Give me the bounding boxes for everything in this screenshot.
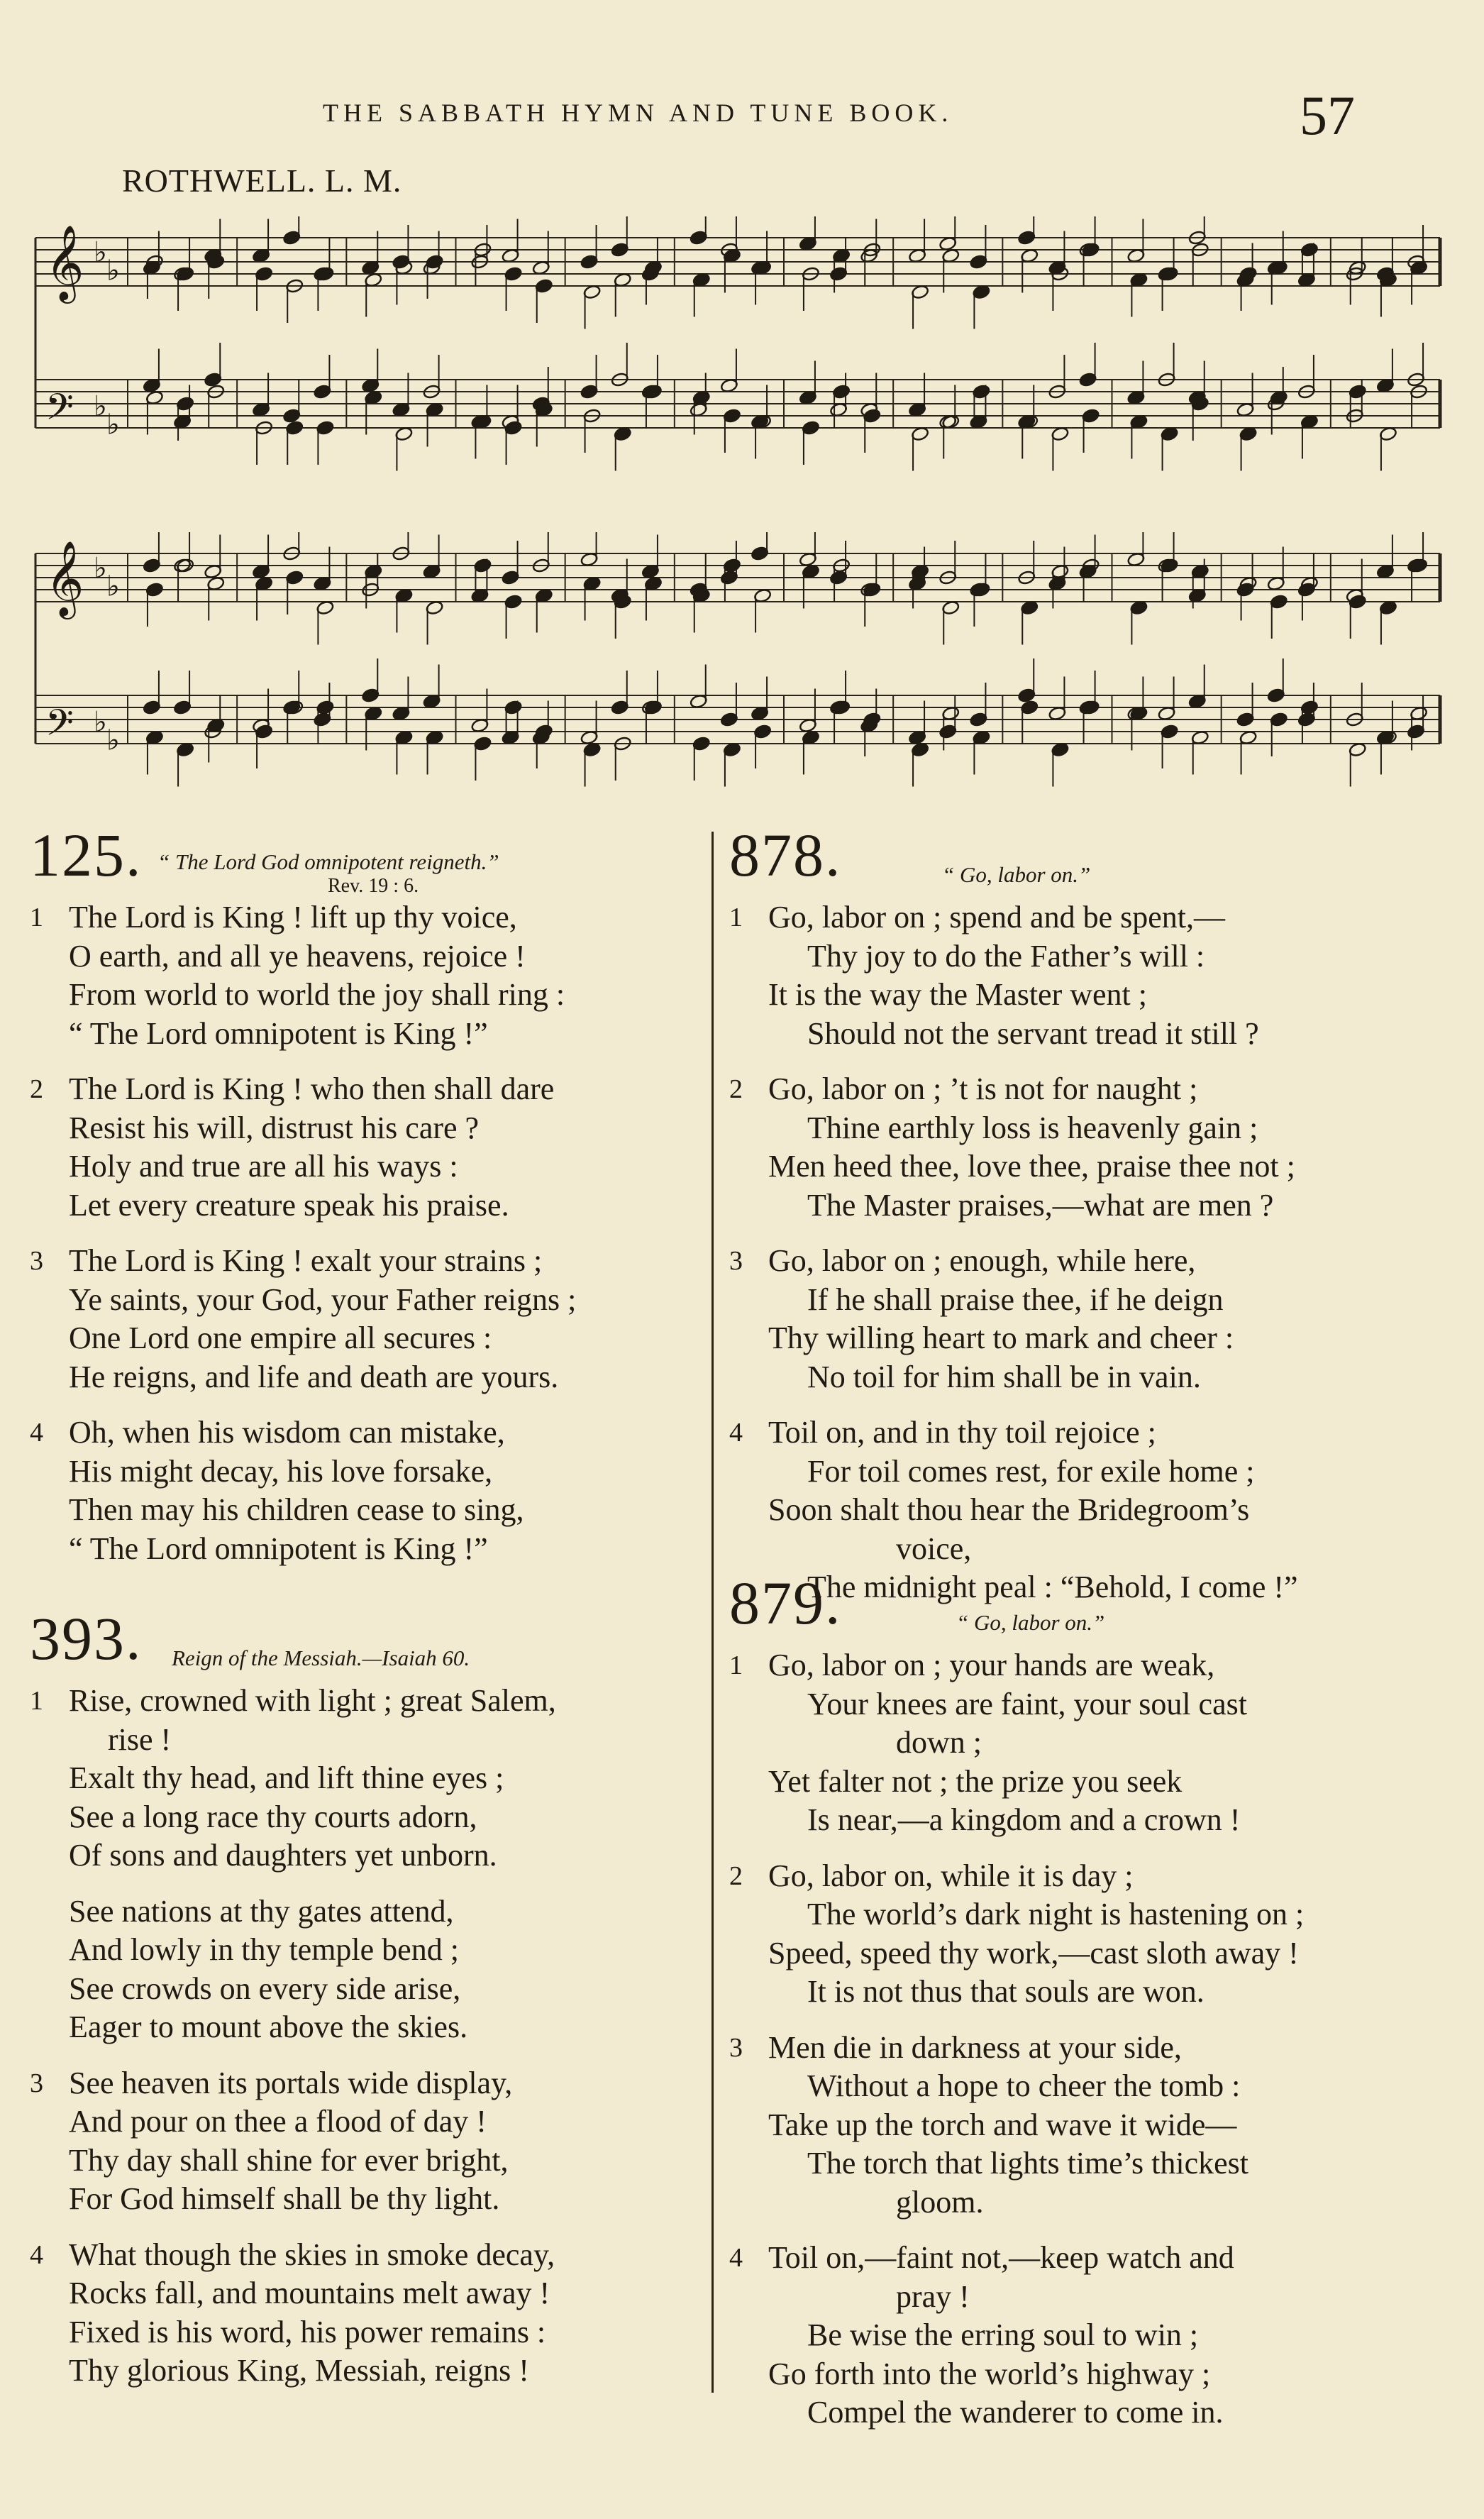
stanza-number: 4 xyxy=(729,1418,743,1448)
music-staves-1 xyxy=(28,216,1461,500)
stanza-number: 1 xyxy=(729,903,743,932)
stanza-number: 2 xyxy=(729,1861,743,1891)
verse-line: Go forth into the world’s highway ; xyxy=(768,2356,1211,2391)
verse-line: Go, labor on, while it is day ; xyxy=(768,1858,1134,1893)
flat-icon: ♭ xyxy=(94,390,107,423)
verse-line: See heaven its portals wide display, xyxy=(69,2065,513,2100)
verse-line: For God himself shall be thy light. xyxy=(69,2181,500,2216)
verse-line: pray ! xyxy=(896,2278,970,2314)
verse-line: For toil comes rest, for exile home ; xyxy=(807,1453,1255,1489)
flat-icon: ♭ xyxy=(94,552,107,585)
running-title: THE SABBATH HYMN AND TUNE BOOK. xyxy=(323,99,953,127)
bass-clef-icon: 𝄢 xyxy=(45,701,74,753)
verse-line: Go, labor on ; ’t is not for naught ; xyxy=(768,1071,1198,1106)
music-system-2 xyxy=(28,532,1461,816)
verse-line: Let every creature speak his praise. xyxy=(69,1187,509,1223)
verse-line: Men die in darkness at your side, xyxy=(768,2029,1182,2065)
verse-line: No toil for him shall be in vain. xyxy=(807,1359,1201,1394)
flat-icon: ♭ xyxy=(106,254,120,287)
stanza-number: 1 xyxy=(30,903,43,932)
hymn-878 xyxy=(729,821,1460,1637)
verse-line: Ye saints, your God, your Father reigns ; xyxy=(69,1281,577,1317)
stanza-number: 4 xyxy=(30,2239,43,2270)
stanza-number: 1 xyxy=(729,1650,743,1680)
hymn-number: 878. xyxy=(729,821,842,889)
verse-line: Without a hope to cheer the tomb : xyxy=(807,2068,1241,2103)
verse-line: The torch that lights time’s thickest xyxy=(807,2146,1248,2181)
flat-icon: ♭ xyxy=(106,724,120,757)
page-number: 57 xyxy=(1300,84,1355,146)
verse-line: “ The Lord omnipotent is King !” xyxy=(69,1015,488,1051)
verse-line: Rocks fall, and mountains melt away ! xyxy=(69,2276,550,2310)
page-header xyxy=(0,84,1484,148)
hymn-title: “ The Lord God omnipotent reigneth.” xyxy=(157,849,499,874)
hymn-reference: Rev. 19 : 6. xyxy=(328,875,419,897)
verse-line: The Master praises,—what are men ? xyxy=(807,1187,1274,1223)
verse-line: See crowds on every side arise, xyxy=(69,1970,461,2006)
hymn-393 xyxy=(30,1604,704,2408)
hymn-stanzas xyxy=(729,1646,1460,2432)
verse-line: What though the skies in smoke decay, xyxy=(69,2237,555,2272)
verse-line: Be wise the erring soul to win ; xyxy=(807,2317,1199,2352)
verse-line: Should not the servant tread it still ? xyxy=(807,1015,1259,1051)
hymn-stanzas xyxy=(30,1682,704,2391)
hymn-879 xyxy=(729,1569,1460,2449)
hymn-stanzas xyxy=(729,898,1460,1607)
flat-icon: ♭ xyxy=(94,706,107,739)
verse-line: See a long race thy courts adorn, xyxy=(69,1799,477,1834)
stanza-number: 3 xyxy=(729,1246,743,1276)
verse-line: The Lord is King ! lift up thy voice, xyxy=(69,900,517,935)
hymn-title: “ Go, labor on.” xyxy=(942,862,1091,887)
verse-line: O earth, and all ye heavens, rejoice ! xyxy=(69,938,526,974)
stanza xyxy=(30,898,704,1053)
verse-line: It is not thus that souls are won. xyxy=(807,1974,1205,2009)
verse-line: Thy day shall shine for ever bright, xyxy=(69,2142,509,2178)
verse-line: Exalt thy head, and lift thine eyes ; xyxy=(69,1760,504,1795)
verse-line: Your knees are faint, your soul cast xyxy=(807,1686,1247,1721)
stanza xyxy=(729,2029,1460,2222)
hymn-number: 125. xyxy=(30,821,143,889)
verse-line: Thine earthly loss is heavenly gain ; xyxy=(807,1110,1258,1145)
hymn-heading xyxy=(729,1569,1460,1646)
hymn-stanzas xyxy=(30,898,704,1568)
verse-line: Rise, crowned with light ; great Salem, xyxy=(69,1683,556,1718)
verse-line: “ The Lord omnipotent is King !” xyxy=(69,1531,488,1566)
stanza xyxy=(729,1857,1460,2012)
stanza xyxy=(729,898,1460,1053)
verse-line: And pour on thee a flood of day ! xyxy=(69,2104,487,2139)
hymn-heading xyxy=(30,821,704,898)
verse-line: Resist his will, distrust his care ? xyxy=(69,1110,480,1145)
hymn-title: Reign of the Messiah.—Isaiah 60. xyxy=(172,1646,470,1670)
verse-line: Oh, when his wisdom can mistake, xyxy=(69,1415,505,1450)
verse-line: Go, labor on ; spend and be spent,— xyxy=(768,900,1225,935)
verse-line: His might decay, his love forsake, xyxy=(69,1453,493,1489)
verse-line: The midnight peal : “Behold, I come !” xyxy=(807,1570,1298,1604)
verse-line: And lowly in thy temple bend ; xyxy=(69,1932,459,1967)
flat-icon: ♭ xyxy=(106,408,120,441)
verse-line: Fixed is his word, his power remains : xyxy=(69,2314,546,2349)
hymn-125 xyxy=(30,821,704,1585)
column-divider xyxy=(711,832,714,2393)
verse-line: Then may his children cease to sing, xyxy=(69,1492,524,1527)
stanza xyxy=(729,1646,1460,1840)
verse-line: Holy and true are all his ways : xyxy=(69,1149,458,1184)
verse-line: Thy joy to do the Father’s will : xyxy=(807,938,1205,974)
stanza xyxy=(30,1413,704,1568)
verse-line: voice, xyxy=(896,1531,972,1566)
verse-line: He reigns, and life and death are yours. xyxy=(69,1359,559,1394)
stanza xyxy=(30,1070,704,1225)
hymn-number: 393. xyxy=(30,1604,143,1672)
verse-line: Toil on, and in thy toil rejoice ; xyxy=(768,1415,1156,1450)
verse-line: Thy glorious King, Messiah, reigns ! xyxy=(69,2353,529,2388)
stanza-number: 1 xyxy=(30,1686,43,1716)
verse-line: down ; xyxy=(896,1725,982,1760)
verse-line: One Lord one empire all secures : xyxy=(69,1321,492,1355)
music-staves-2 xyxy=(28,532,1461,816)
stanza-number: 4 xyxy=(729,2243,743,2273)
flat-icon: ♭ xyxy=(94,236,107,269)
verse-line: See nations at thy gates attend, xyxy=(69,1893,454,1929)
verse-line: The Lord is King ! who then shall dare xyxy=(69,1071,555,1106)
tune-title: ROTHWELL. L. M. xyxy=(122,162,402,199)
verse-line: If he shall praise thee, if he deign xyxy=(807,1281,1224,1317)
verse-line: Is near,—a kingdom and a crown ! xyxy=(807,1802,1241,1837)
bass-clef-icon: 𝄢 xyxy=(45,385,74,437)
stanza xyxy=(729,1070,1460,1225)
stanza xyxy=(729,2239,1460,2432)
verse-line: From world to world the joy shall ring : xyxy=(69,977,565,1012)
verse-line: Thy willing heart to mark and cheer : xyxy=(768,1321,1234,1355)
stanza xyxy=(729,1242,1460,1396)
stanza xyxy=(30,1892,704,2047)
treble-clef-icon: 𝄞 xyxy=(45,540,84,616)
verse-line: Toil on,—faint not,—keep watch and xyxy=(768,2240,1234,2275)
verse-line: It is the way the Master went ; xyxy=(768,977,1147,1012)
stanza xyxy=(30,2236,704,2391)
stanza xyxy=(30,2064,704,2219)
stanza-number: 4 xyxy=(30,1418,43,1448)
verse-line: The Lord is King ! exalt your strains ; xyxy=(69,1243,543,1278)
verse-line: Take up the torch and wave it wide— xyxy=(768,2107,1237,2142)
music-system-1 xyxy=(28,216,1461,500)
hymn-heading xyxy=(729,821,1460,898)
hymn-heading xyxy=(30,1604,704,1682)
verse-line: Go, labor on ; your hands are weak, xyxy=(768,1648,1215,1682)
verse-line: rise ! xyxy=(108,1721,172,1757)
stanza-number: 3 xyxy=(729,2032,743,2063)
verse-line: Speed, speed thy work,—cast sloth away ! xyxy=(768,1935,1299,1970)
verse-line: Of sons and daughters yet unborn. xyxy=(69,1838,497,1873)
hymn-number: 879. xyxy=(729,1569,842,1637)
stanza xyxy=(30,1682,704,1875)
verse-line: Eager to mount above the skies. xyxy=(69,2010,468,2044)
verse-line: The world’s dark night is hastening on ; xyxy=(807,1897,1305,1931)
stanza xyxy=(30,1242,704,1396)
stanza-number: 2 xyxy=(30,1074,43,1104)
stanza-number: 3 xyxy=(30,2068,43,2098)
hymn-title: “ Go, labor on.” xyxy=(956,1610,1105,1635)
stanza-number: 3 xyxy=(30,1246,43,1276)
stanza-number: 2 xyxy=(729,1074,743,1104)
flat-icon: ♭ xyxy=(106,570,120,603)
verse-line: Soon shalt thou hear the Bridegroom’s xyxy=(768,1492,1250,1527)
verse-line: Yet falter not ; the prize you seek xyxy=(768,1763,1183,1799)
verse-line: Compel the wanderer to come in. xyxy=(807,2395,1224,2430)
verse-line: Go, labor on ; enough, while here, xyxy=(768,1243,1196,1278)
verse-line: gloom. xyxy=(896,2184,984,2220)
treble-clef-icon: 𝄞 xyxy=(45,224,84,300)
verse-line: Men heed thee, love thee, praise thee not ; xyxy=(768,1149,1295,1184)
